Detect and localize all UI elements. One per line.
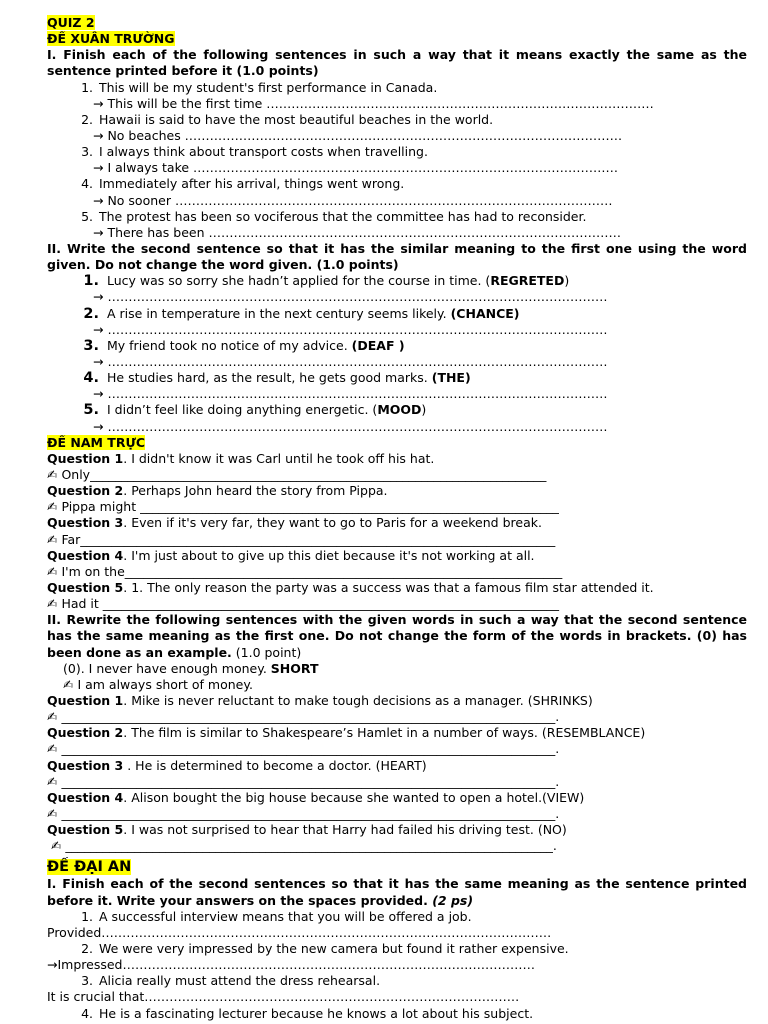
school-heading-dai-an: ĐỀ ĐẠI AN bbox=[47, 859, 132, 876]
s2-answer-line: → ………………………………………………………………………………………………………… bbox=[93, 321, 608, 337]
nt-answer-line: ✍ Far____________________________________________________________________________ bbox=[47, 531, 556, 547]
school-heading-nam-truc-line bbox=[47, 435, 747, 451]
s2-answer-line: → ………………………………………………………………………………………………………… bbox=[93, 386, 608, 402]
nt-answer-line: ✍ Pippa might ___________________________________________________________________ bbox=[47, 499, 559, 515]
nt-answer-line: ✍ Had it _________________________________________________________________________ bbox=[47, 596, 560, 612]
section-1-title: I. Finish each of the following sentences in such a way that it means exactly the same as the sentence printed before it (1.0 points) bbox=[47, 47, 747, 79]
da-question: 4. He is a fascinating lecturer because he knows a lot about his subject. bbox=[81, 1005, 534, 1021]
s2-question: 4. He studies hard, as the result, he gets good marks. (THE) bbox=[83, 370, 471, 387]
rw-answer-line: ✍ _______________________________________________________________________________. bbox=[47, 806, 560, 821]
rw-question: Question 2. The film is similar to Shakespeare’s Hamlet in a number of ways. (RESEMBLANCE) bbox=[47, 725, 646, 741]
s2-question: 1. Lucy was so sorry she hadn’t applied for the course in time. (REGRETED) bbox=[83, 273, 570, 290]
nt-question: Question 1. I didn't know it was Carl until he took off his hat. bbox=[47, 450, 435, 466]
s2-answer-line: → ………………………………………………………………………………………………………… bbox=[93, 289, 608, 305]
s1-answer-line: → No sooner …………………………………………………………………………………………… bbox=[93, 192, 613, 208]
nt-question: Question 5. 1. The only reason the party was a success was that a famous film star attended it. bbox=[47, 579, 654, 595]
nt-section-2-title: II. Rewrite the following sentences with the given words in such a way that the second sentence has the same meaning as the first one. Do not change the form of the words in brackets. (0) has been done as an example. (1.0 point) bbox=[47, 612, 747, 660]
da-answer-line: →Impressed……………………………………………………………………………………… bbox=[47, 957, 535, 973]
school-heading-xuan-truong: ĐỀ XUÂN TRƯỜNG bbox=[47, 31, 175, 47]
school-heading-xuan-truong-line bbox=[47, 31, 747, 47]
s2-question: 3. My friend took no notice of my advice. (DEAF ) bbox=[83, 337, 405, 354]
worksheet-page bbox=[47, 15, 747, 1022]
nt-question: Question 3. Even if it's very far, they want to go to Paris for a weekend break. bbox=[47, 515, 542, 531]
rw-answer-line: ✍ _______________________________________________________________________________. bbox=[47, 773, 560, 789]
s1-answer-line: → This will be the first time ………………………………………………………………………………… bbox=[93, 95, 654, 111]
quiz-title-line bbox=[47, 15, 747, 31]
da-answer-line: It is crucial that……………………………………………………………………………… bbox=[47, 989, 520, 1005]
s1-answer-line: → There has been ……………………………………………………………………………………… bbox=[93, 224, 622, 240]
s1-question: 2. Hawaii is said to have the most beautiful beaches in the world. bbox=[81, 111, 494, 127]
example-keyword: SHORT bbox=[270, 660, 319, 676]
s1-answer-line: → I always take ………………………………………………………………………………………… bbox=[93, 160, 619, 176]
school-heading-nam-truc: ĐỀ NAM TRỰC bbox=[47, 434, 146, 450]
example-answer: ✍ I am always short of money. bbox=[63, 676, 253, 692]
da-question: 2. We were very impressed by the new camera but found it rather expensive. bbox=[81, 941, 569, 957]
da-question: 1. A successful interview means that you will be offered a job. bbox=[81, 908, 472, 924]
dai-an-list bbox=[47, 909, 747, 1022]
rewrite-list bbox=[47, 693, 747, 854]
keyword: (DEAF ) bbox=[351, 337, 405, 353]
s2-answer-line: → ………………………………………………………………………………………………………… bbox=[93, 418, 608, 434]
rw-question: Question 3 . He is determined to become a doctor. (HEART) bbox=[47, 757, 427, 773]
s2-answer-line: → ………………………………………………………………………………………………………… bbox=[93, 354, 608, 370]
keyword: MOOD bbox=[377, 402, 422, 418]
rw-answer-line: ✍ _______________________________________________________________________________. bbox=[47, 741, 560, 757]
s1-question: 5. The protest has been so vociferous that the committee has had to reconsider. bbox=[81, 208, 587, 224]
example-question: (0). I never have enough money. SHORT bbox=[63, 660, 319, 676]
rw-answer-line: ✍ _______________________________________________________________________________. bbox=[47, 709, 560, 725]
keyword: (THE) bbox=[431, 370, 471, 386]
da-answer-line: Provided……………………………………………………………………………………………… bbox=[47, 924, 552, 940]
nam-truc-list bbox=[47, 451, 747, 612]
s1-question: 4. Immediately after his arrival, things went wrong. bbox=[81, 176, 405, 192]
nt-answer-line: ✍ Only_________________________________________________________________________ bbox=[47, 467, 547, 482]
s2-question: 2. A rise in temperature in the next century seems likely. (CHANCE) bbox=[83, 305, 520, 322]
da-question: 3. Alicia really must attend the dress rehearsal. bbox=[81, 973, 381, 989]
rw-question: Question 1. Mike is never reluctant to make tough decisions as a manager. (SHRINKS) bbox=[47, 693, 593, 709]
quiz-title: QUIZ 2 bbox=[47, 15, 95, 30]
section-2-title: II. Write the second sentence so that it has the similar meaning to the first one using the word given. Do not change the word given. (1.0 points) bbox=[47, 241, 747, 273]
keyword: REGRETED bbox=[490, 273, 565, 289]
school-heading-dai-an-line bbox=[47, 857, 747, 876]
nt-answer-line: ✍ I'm on the______________________________________________________________________ bbox=[47, 563, 563, 579]
section-2-list bbox=[47, 273, 747, 434]
s1-answer-line: → No beaches …………………………………………………………………………………………… bbox=[93, 128, 623, 144]
nt-question: Question 4. I'm just about to give up this diet because it's not working at all. bbox=[47, 547, 535, 563]
rw-question: Question 5. I was not surprised to hear that Harry had failed his driving test. (NO) bbox=[47, 822, 567, 838]
s1-question: 1. This will be my student's first performance in Canada. bbox=[81, 79, 438, 95]
keyword: (CHANCE) bbox=[450, 305, 520, 321]
s2-question: 5. I didn’t feel like doing anything energetic. (MOOD) bbox=[83, 402, 427, 419]
section-1-list bbox=[47, 80, 747, 241]
s1-question: 3. I always think about transport costs when travelling. bbox=[81, 144, 428, 160]
rw-answer-line: ✍ ______________________________________________________________________________. bbox=[47, 838, 557, 854]
nt-question: Question 2. Perhaps John heard the story from Pippa. bbox=[47, 483, 388, 499]
dai-an-section-title: I. Finish each of the second sentences so that it has the same meaning as the sentence printed before it. Write your answers on the spaces provided. (2 ps) bbox=[47, 876, 747, 908]
rw-question: Question 4. Alison bought the big house because she wanted to open a hotel.(VIEW) bbox=[47, 789, 585, 805]
